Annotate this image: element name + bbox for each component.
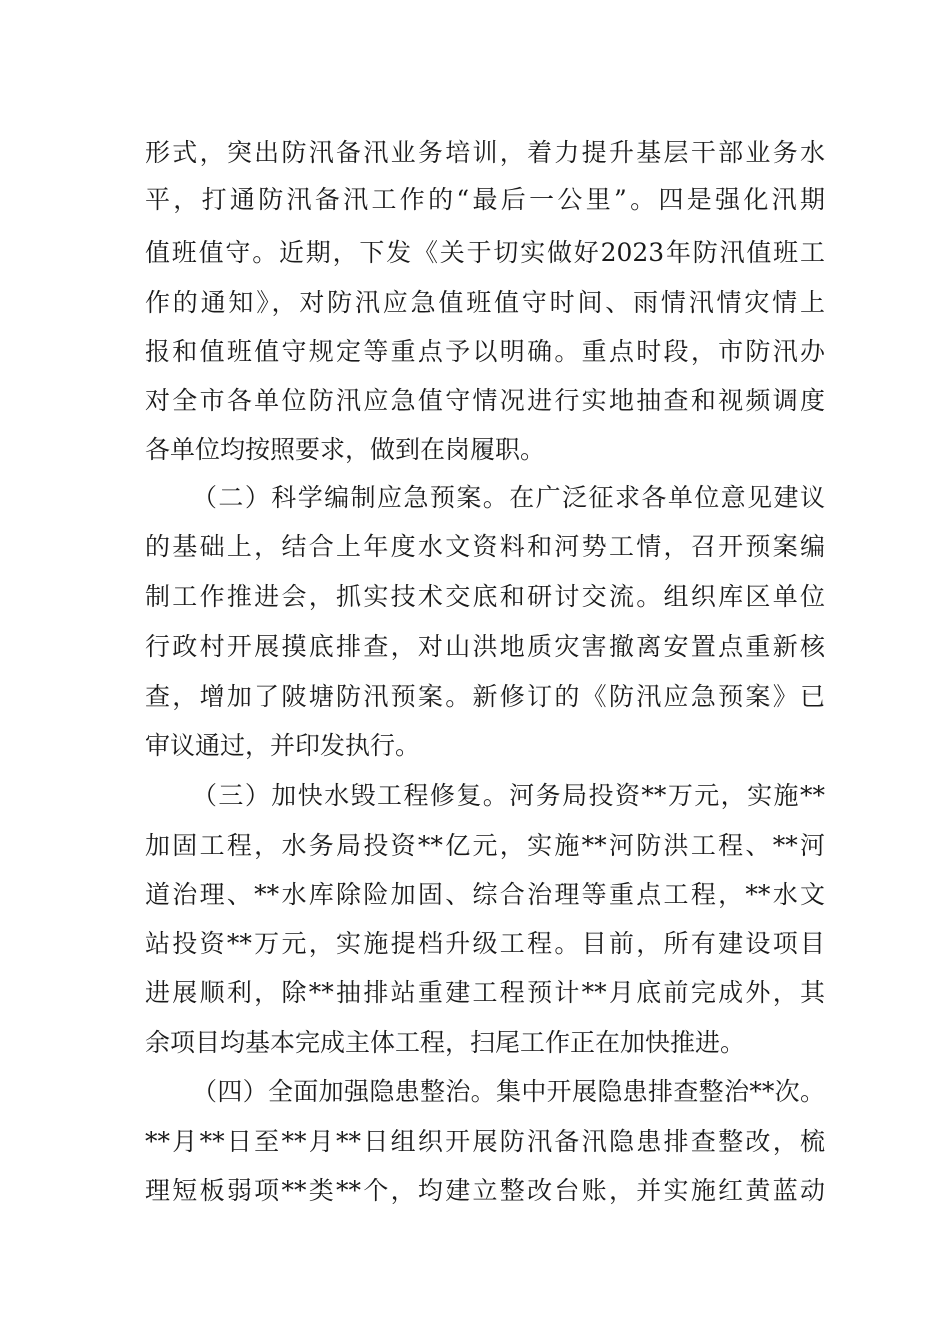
text-line: 理短板弱项**类**个，均建立整改台账，并实施红黄蓝动 bbox=[145, 1176, 825, 1205]
text-line: 加固工程，水务局投资**亿元，实施**河防洪工程、**河 bbox=[145, 831, 825, 860]
text-line: 的基础上，结合上年度水文资料和河势工情，召开预案编 bbox=[145, 532, 825, 561]
text-line: 站投资**万元，实施提档升级工程。目前，所有建设项目 bbox=[145, 929, 825, 958]
text-line: 平，打通防汛备汛工作的“最后一公里”。四是强化汛期 bbox=[145, 185, 825, 214]
text-line: 审议通过，并印发执行。 bbox=[145, 731, 421, 760]
paragraph-heading-line: （三）加快水毁工程修复。河务局投资**万元，实施** bbox=[192, 781, 825, 810]
text-line: 作的通知》，对防汛应急值班值守时间、雨情汛情灾情上 bbox=[145, 288, 825, 317]
text-line: 道治理、**水库除险加固、综合治理等重点工程，**水文 bbox=[145, 880, 825, 909]
text-line: 行政村开展摸底排查，对山洪地质灾害撤离安置点重新核 bbox=[145, 632, 825, 661]
paragraph-heading-line: （四）全面加强隐患整治。集中开展隐患排查整治**次。 bbox=[192, 1077, 825, 1106]
text-line: 对全市各单位防汛应急值守情况进行实地抽查和视频调度 bbox=[145, 386, 825, 415]
text-line: 余项目均基本完成主体工程，扫尾工作正在加快推进。 bbox=[145, 1028, 746, 1057]
text-line: 形式，突出防汛备汛业务培训，着力提升基层干部业务水 bbox=[145, 138, 825, 167]
paragraph-heading-line: （二）科学编制应急预案。在广泛征求各单位意见建议 bbox=[192, 483, 825, 512]
text-line: 查，增加了陂塘防汛预案。新修订的《防汛应急预案》已 bbox=[145, 682, 825, 711]
text-line: 各单位均按照要求，做到在岗履职。 bbox=[145, 435, 546, 464]
text-line: **月**日至**月**日组织开展防汛备汛隐患排查整改，梳 bbox=[145, 1127, 825, 1156]
text-line: 值班值守。近期，下发《关于切实做好2023年防汛值班工 bbox=[145, 238, 825, 267]
text-line: 报和值班值守规定等重点予以明确。重点时段，市防汛办 bbox=[145, 337, 825, 366]
text-line: 进展顺利，除**抽排站重建工程预计**月底前完成外，其 bbox=[145, 978, 825, 1007]
text-line: 制工作推进会，抓实技术交底和研讨交流。组织库区单位 bbox=[145, 582, 825, 611]
